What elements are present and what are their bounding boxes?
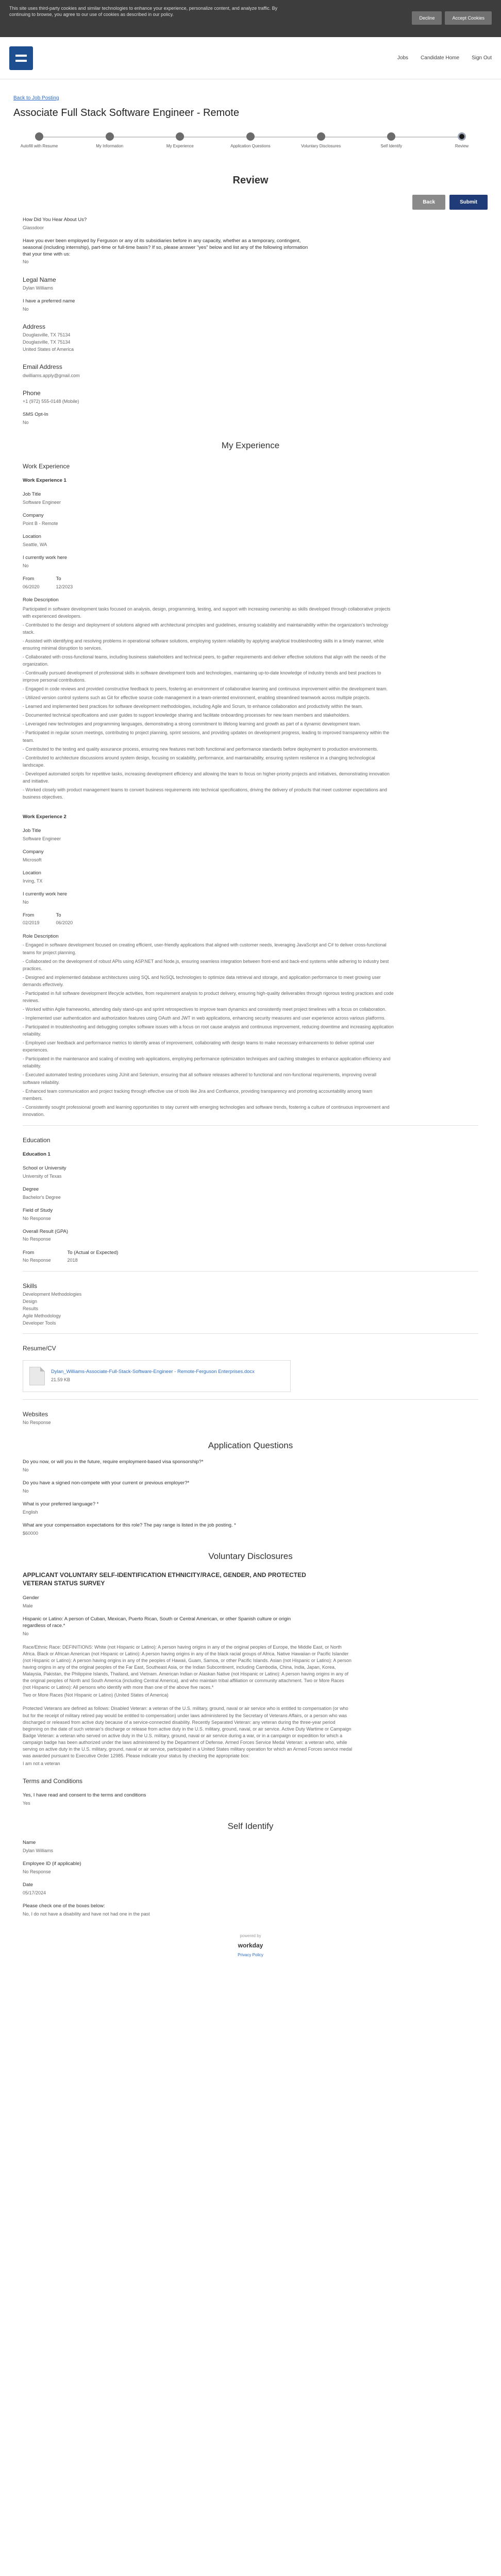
step-self-identify: Self Identify (365, 132, 417, 149)
document-icon (29, 1367, 45, 1385)
my-experience-heading: My Experience (221, 440, 280, 451)
company-logo[interactable] (9, 46, 33, 70)
address-heading: Address (23, 323, 46, 330)
step-my-information: My Information (84, 132, 136, 149)
step-autofill: Autofill with Resume (13, 132, 65, 149)
resume-file-card[interactable] (23, 1360, 291, 1392)
decline-cookies-button[interactable]: Decline (412, 11, 442, 25)
step-application-questions: Application Questions (225, 132, 276, 149)
application-questions-section: Do you now, or will you in the future, require employment-based visa sponsorship?* No Do you have a signed non-compete with your current or previous employer?* No What is your preferred language? * English What are your compensation expectations for this role? The pay range is listed in the job posting. * $60000 (23, 1459, 236, 1536)
skill-item: Results (23, 1306, 39, 1312)
back-button[interactable]: Back (412, 195, 445, 210)
phone-heading: Phone (23, 389, 41, 397)
voluntary-disclosures-section: APPLICANT VOLUNTARY SELF-IDENTIFICATION ETHNICITY/RACE, GENDER, AND PROTECTED VETERAN STATUS SURVEY Gender Male Hispanic or Latino: A person of Cuban, Mexican, Puerto Rican, South or Central American, or other Spanish culture or origin regardless of race.* No Race/Ethnic Race: DEFINITIONS: White (not Hispanic or Latino): A person having origins in any of the original peoples of Europe, the Middle East, or North Africa. Black or African American (not Hispanic or Latino): A person having origins in any of the black racial groups of Africa. Native Hawaiian or Pacific Islander (not Hispanic or Latino): A person having origins in any of the peoples of Hawaii, Guam, Samoa, or other Pacific Islands. Asian (not Hispanic or Latino): A person having origins in any of the original peoples of the Far East, Southeast Asia, or the Indian Subcontinent, including Cambodia, China, India, Japan, Korea, Malaysia, Pakistan, the Philippine Islands, Thailand, and Vietnam. American Indian or Alaskan Native (not Hispanic or Latino): A person having origins in any of the original peoples of North and South America (including Central America), and who maintain tribal affiliation or community attachment. Two or More Races (not Hispanic or Latino): All persons who identify with more than one of the above five races.* Two or More Races (Not Hispanic or Latino) (United States of America) Protected Veterans are defined as follows: Disabled Veteran: a veteran of the U.S. military, ground, naval or air service who is entitled to compensation (or who but for the receipt of military retired pay would be entitled to compensation) under laws administered by the Secretary of Veterans Affairs, or a person who was discharged or released from active duty because of a service-connected disability. Recently Separated Veteran: any veteran during the three-year period beginning on the date of such veteran's discharge or release from active duty in the U.S. military, ground, naval, or air service. Active Duty Wartime or Campaign Badge Veteran: a veteran who served on active duty in the U.S. military, ground, naval or air service during a war, or in a campaign or expedition for which a campaign badge has been authorized under the laws administered by the Department of Defense. Armed Forces Service Medal Veteran: a veteran who, while serving on active duty in the U.S. military, ground, naval or air service, participated in a United States military operation for which an Armed Forces service medal was awarded pursuant to Executive Order 12985. Please indicate your status by checking the appropriate box: I am not a veteran Terms and Conditions Yes, I have read and consent to the terms and conditions Yes (13, 1571, 488, 1806)
legal-name-heading: Legal Name (23, 276, 56, 283)
work-experience-2: Work Experience 2 Job Title Software Engineer Company Microsoft Location Irving, TX I currently work here No From 02/2019 To 06/2020 Role Description - Engaged in software development focused on creating efficient, user-friendly applications that aligned with customer needs, leveraging JavaScript and C# to deliver cross-functional teams for project planning. - Collaborated on the development of robust APIs using ASP.NET and Node.js, ensuring seamless integration between front-end and back-end systems while adhering to industry best practices. - Designed and implemented database architectures using SQL and NoSQL technologies to optimize data retrieval and storage, and application performance to meet growing user demands effectively. - Participated in full software development lifecycle activities, from requirement analysis to product delivery, ensuring high-quality deliverables through rigorous testing practices and code reviews. - Worked within Agile frameworks, attending daily stand-ups and sprint retrospectives to improve team dynamics and consistently meet project timelines with a focus on collaboration. - Implemented user authentication and authorization features using OAuth and JWT in web applications, enhancing security measures and user experience across various platforms. - Participated in troubleshooting and debugging complex software issues with a focus on root cause analysis and continuous improvement, reducing downtime and increasing application reliability. - Employed user feedback and performance metrics to identify areas of improvement, collaborating with design teams to make necessary enhancements to deliver optimal user experiences. - Participated in the maintenance and scaling of existing web applications, employing performance optimization techniques and caching strategies to enhance application efficiency and reliability. - Executed automated testing procedures using JUnit and Selenium, ensuring that all software releases adhered to functional and non-functional requirements, improving overall software reliability. - Enhanced team communication and project tracking through effective use of tools like Jira and Confluence, providing transparency and promoting accountability among team members. - Consistently sought professional growth and learning opportunities to stay current with emerging technologies and software trends, fostering a culture of continuous improvement and innovation. (23, 814, 394, 1117)
site-header (0, 37, 501, 79)
skill-item: Design (23, 1298, 38, 1304)
back-to-job-posting-link[interactable]: Back to Job Posting (13, 95, 59, 101)
nav-jobs[interactable]: Jobs (397, 55, 409, 61)
footer: powered by workday Privacy Policy (13, 1917, 488, 1979)
resume-file-link[interactable]: Dylan_Williams-Associate-Full-Stack-Software-Engineer - Remote-Ferguson Enterprises.docx (51, 1369, 255, 1375)
email-heading: Email Address (23, 363, 62, 371)
skill-item: Development Methodologies (23, 1291, 82, 1297)
websites-heading: Websites (23, 1410, 48, 1418)
resume-file-size: 21.59 KB (51, 1377, 71, 1382)
application-questions-heading: Application Questions (208, 1440, 293, 1450)
step-voluntary-disclosures: Voluntary Disclosures (295, 132, 347, 149)
nav-sign-out[interactable]: Sign Out (472, 55, 492, 61)
work-experience-1: Work Experience 1 Job Title Software Engineer Company Point B - Remote Location Seattle, WA I currently work here No From 06/2020 To 12/2023 Role Description Participated in software development tasks focused on analysis, design, programming, testing, and support with increasing ownership as skills developed through collaborative projects with experienced developers. - Contributed to the design and deployment of solutions aligned with architectural principles and guidelines, ensuring scalability and maintainability within the organization's technology stack. - Assisted with identifying and resolving problems in operational software solutions, employing system reliability by applying analytical troubleshooting skills in a timely manner, while ensuring minimal disruption to services. - Collaborated with cross-functional teams, including business stakeholders and technical peers, to gather requirements and deliver effective solutions that align with the needs of the organization. - Continually pursued development of professional skills in software development tools and technologies, maintaining up-to-date knowledge of industry trends and best practices to improve personal contributions. - Engaged in code reviews and provided constructive feedback to peers, fostering an environment of collaborative learning and continuous improvement within the development team. - Utilized version control systems such as Git for effective source code management in a team-oriented environment, enabling streamlined teamwork across multiple projects. - Learned and implemented best practices for software development methodologies, including Agile and Scrum, to enhance collaboration and productivity within the team. - Documented technical specifications and user guides to support knowledge sharing and facilitate onboarding processes for new team members and stakeholders. - Leveraged new technologies and programming languages, demonstrating a strong commitment to lifelong learning and growth as part of a dynamic development team. - Participated in regular scrum meetings, contributing to project planning, sprint sessions, and providing updates on development progress, leading to improved transparency within the team. - Contributed to the testing and quality assurance process, ensuring new features met both functional and performance standards before deployment to production environments. - Contributed to architecture discussions around system design, focusing on scalability, performance, and maintainability, ensuring system resilience in a changing technological landscape. - Developed automated scripts for repetitive tasks, increasing development efficiency and allowing the team to focus on higher-priority projects and initiatives, demonstrating innovation and initiative. - Worked closely with product management teams to convert business requirements into technical specifications, driving the delivery of products that meet customer expectations and business objectives. (23, 478, 391, 800)
my-experience-section: Work Experience Work Experience 1 Job Title Software Engineer Company Point B - Remote Location Seattle, WA I currently work here No From 06/2020 To 12/2023 Role Description Participated in software development tasks focused on analysis, design, programming, testing, and support with increasing ownership as skills developed through collaborative projects with experienced developers. - Contributed to the design and deployment of solutions aligned with architectural principles and guidelines, ensuring scalability and maintainability within the organization's technology stack. - Assisted with identifying and resolving problems in operational software solutions, employing system reliability by applying analytical troubleshooting skills in a timely manner, while ensuring minimal disruption to services. - Collaborated with cross-functional teams, including business stakeholders and technical peers, to gather requirements and deliver effective solutions that align with the needs of the organization. - Continually pursued development of professional skills in software development tools and technologies, maintaining up-to-date knowledge of industry trends and best practices to improve personal contributions. - Engaged in code reviews and provided constructive feedback to peers, fostering an environment of collaborative learning and continuous improvement within the development team. - Utilized version control systems such as Git for effective source code management in a team-oriented environment, enabling streamlined teamwork across multiple projects. - Learned and implemented best practices for software development methodologies, including Agile and Scrum, to enhance collaboration and productivity within the team. - Documented technical specifications and user guides to support knowledge sharing and facilitate onboarding processes for new team members and stakeholders. - Leveraged new technologies and programming languages, demonstrating a strong commitment to lifelong learning and growth as part of a dynamic development team. - Participated in regular scrum meetings, contributing to project planning, sprint sessions, and providing updates on development progress, leading to improved transparency within the team. - Contributed to the testing and quality assurance process, ensuring new features met both functional and performance standards before deployment to production environments. - Contributed to architecture discussions around system design, focusing on scalability, performance, and maintainability, ensuring system resilience in a changing technological landscape. - Developed automated scripts for repetitive tasks, increasing development efficiency and allowing the team to focus on higher-priority projects and initiatives, demonstrating innovation and initiative. - Worked closely with product management teams to convert business requirements into technical specifications, driving the delivery of products that meet customer expectations and business objectives. Work Experience 2 Job Title Software Engineer Company Microsoft Location Irving, TX I currently work here No From 02/2019 To 06/2020 Role Description - Engaged in software development focused on creating efficient, user-friendly applications that aligned with customer needs, leveraging JavaScript and C# to deliver cross-functional teams for project planning. - Collaborated on the development of robust APIs using ASP.NET and Node.js, ensuring seamless integration between front-end and back-end systems while adhering to industry best practices. - Designed and implemented database architectures using SQL and NoSQL technologies to optimize data retrieval and storage, and application performance to meet growing user demands effectively. - Participated in full software development lifecycle activities, from requirement analysis to product delivery, ensuring high-quality deliverables through rigorous testing practices and code reviews. - Worked within Agile frameworks, attending daily stand-ups and sprint retrospectives to improve team dynamics and consistently meet project timelines with a focus on collaboration. - Implemented user authentication and authorization features using OAuth and JWT in web applications, enhancing security measures and user experience across various platforms. - Participated in troubleshooting and debugging complex software issues with a focus on root cause analysis and continuous improvement, reducing downtime and increasing application reliability. - Employed user feedback and performance metrics to identify areas of improvement, collaborating with design teams to make necessary enhancements to deliver optimal user experiences. - Participated in the maintenance and scaling of existing web applications, employing performance optimization techniques and caching strategies to enhance application efficiency and reliability. - Executed automated testing procedures using JUnit and Selenium, ensuring that all software releases adhered to functional and non-functional requirements, improving overall software reliability. - Enhanced team communication and project tracking through effective use of tools like Jira and Confluence, providing transparency and promoting accountability among team members. - Consistently sought professional growth and learning opportunities to stay current with emerging technologies and software trends, fostering a culture of continuous improvement and innovation. Education Education 1 School or University University of Texas Degree Bachelor's Degree Field of Study No Response Overall Result (GPA) No Response From No Response To (Actual or Expected) 2018 Skills Development Methodologies Design Results Agile Methodology Developer Tools Resume/CV Dylan_Williams-Associate-Full-Stack-Software-Engineer - Remote-Ferguson Enterprises.docx 21.59 KB Websites No Response (13, 462, 488, 1426)
review-heading: Review (232, 174, 269, 186)
step-my-experience: My Experience (154, 132, 206, 149)
submit-button[interactable]: Submit (449, 195, 488, 210)
workday-logo: workday (238, 1941, 263, 1949)
voluntary-disclosures-heading: Voluntary Disclosures (208, 1551, 293, 1561)
job-title: Associate Full Stack Software Engineer - Remote (13, 107, 239, 118)
top-nav (397, 55, 492, 62)
self-identify-heading: Self Identify (227, 1821, 274, 1832)
self-identify-section: Name Dylan Williams Employee ID (if applicable) No Response Date 05/17/2024 Please check one of the boxes below: No, I do not have a disability and have not had one in the past (23, 1840, 150, 1917)
terms-heading: Terms and Conditions (23, 1777, 83, 1785)
education-heading: Education (23, 1136, 51, 1144)
step-review: Review (436, 132, 488, 149)
skill-item: Developer Tools (23, 1320, 56, 1326)
privacy-policy-link[interactable]: Privacy Policy (238, 1952, 263, 1957)
resume-heading: Resume/CV (23, 1345, 56, 1352)
my-information-section: How Did You Hear About Us? Glassdoor Have you ever been employed by Ferguson or any of its subsidiaries before in any capacity, whether as a temporary, contingent, seasonal (including internship), part-time or full-time basis? If so, please answer "yes" below and list any of the following information that your time with us: No Legal Name Dylan Williams I have a preferred name No Address Douglasville, TX 75134 Douglasville, TX 75134 United States of America Email Address dwilliams.apply@gmail.com Phone +1 (972) 555-0148 (Mobile) SMS Opt-In No (13, 217, 488, 426)
cookie-text: This site uses third-party cookies and similar technologies to enhance your experience, personalize content, and analyze traffic. By continuing to browse, you agree to our use of cookies as described in our policy. (9, 6, 278, 18)
cookie-banner (0, 0, 501, 37)
progress-stepper (13, 132, 488, 163)
skills-heading: Skills (23, 1282, 38, 1290)
nav-candidate-home[interactable]: Candidate Home (421, 55, 460, 61)
accept-cookies-button[interactable]: Accept Cookies (445, 11, 492, 25)
skill-item: Agile Methodology (23, 1313, 61, 1319)
